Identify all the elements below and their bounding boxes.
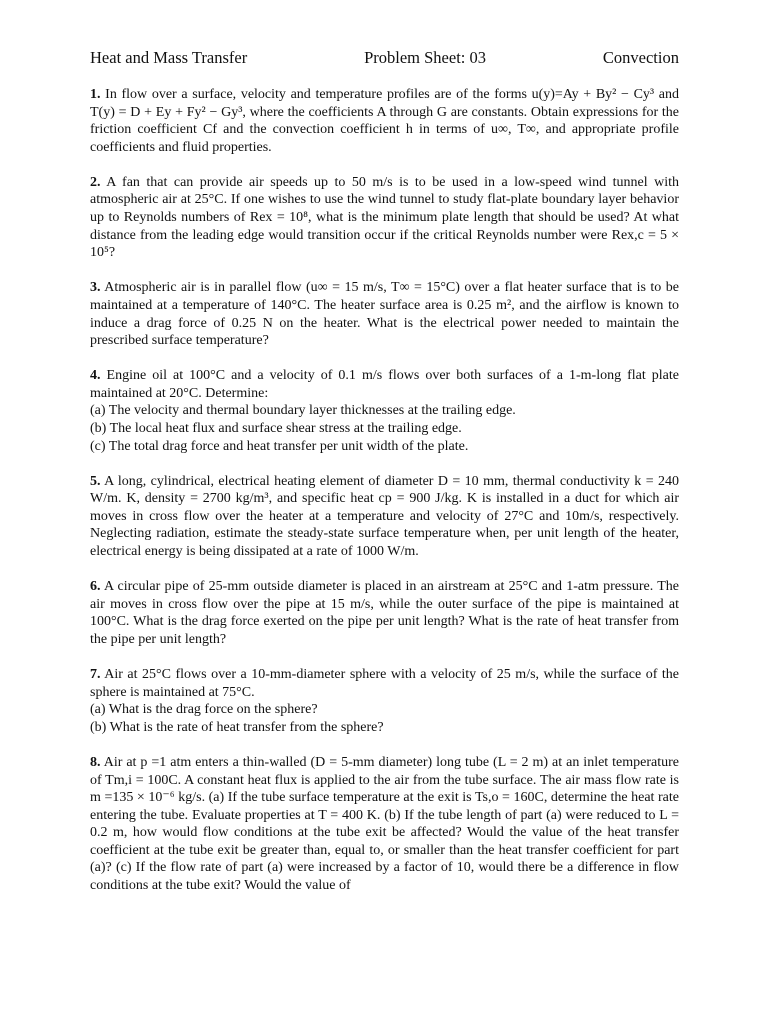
problem-3 xyxy=(90,279,679,349)
problem-number: 4. xyxy=(90,368,101,384)
problem-8 xyxy=(90,754,679,895)
topic-title: Convection xyxy=(602,48,679,67)
problem-number: 3. xyxy=(90,280,101,296)
sub-question-a: (a) The velocity and thermal boundary layer thicknesses at the trailing edge. xyxy=(90,403,516,419)
problem-4 xyxy=(90,367,679,455)
problem-number: 6. xyxy=(90,579,101,595)
sheet-title: Problem Sheet: 03 xyxy=(364,48,486,67)
problem-number: 5. xyxy=(90,473,101,489)
problem-number: 8. xyxy=(90,754,101,770)
sub-question-c: (c) The total drag force and heat transfer per unit width of the plate. xyxy=(90,438,469,454)
page-header xyxy=(90,48,679,68)
course-title: Heat and Mass Transfer xyxy=(90,48,248,67)
problem-text: 3. Atmospheric air is in parallel flow (u∞ = 15 m/s, T∞ = 15°C) over a flat heater surface that is to be maintained at a temperature of 140°C. The heater surface area is 0.25 m², and the airflow is known to induce a drag force of 0.25 N on the heater. What is the electrical power needed to maintain the prescribed surface temperature? xyxy=(90,280,679,349)
problem-5 xyxy=(90,473,679,561)
problem-text: 6. A circular pipe of 25-mm outside diameter is placed in an airstream at 25°C and 1-atm pressure. The air moves in cross flow over the pipe at 15 m/s, while the outer surface of the pipe is maintained at 100°C. What is the drag force exerted on the pipe per unit length? What is the rate of heat transfer from the pipe per unit length? xyxy=(90,579,679,647)
sub-question-a: (a) What is the drag force on the sphere? xyxy=(90,702,318,718)
problem-2 xyxy=(90,174,679,262)
problem-text: 7. Air at 25°C flows over a 10-mm-diameter sphere with a velocity of 25 m/s, while the surface of the sphere is maintained at 75°C. xyxy=(90,667,679,700)
problem-7 xyxy=(90,666,679,736)
problem-text: 5. A long, cylindrical, electrical heating element of diameter D = 10 mm, thermal conductivity k = 240 W/m. K, density = 2700 kg/m³, and specific heat cp = 900 J/kg. K is installed in a duct for which air moves in cross flow over the heater at a temperature and velocity of 27°C and 10m/s, respectively. Neglecting radiation, estimate the steady-state surface temperature when, per unit length of the heater, electrical energy is being dissipated at a rate of 1000 W/m. xyxy=(90,473,679,560)
problem-text: 2. A fan that can provide air speeds up to 50 m/s is to be used in a low-speed wind tunnel with atmospheric air at 25°C. If one wishes to use the wind tunnel to study flat-plate boundary layer behavior up to Reynolds numbers of Rex = 10⁸, what is the minimum plate length that should be used? At what distance from the leading edge would transition occur if the critical Reynolds number were Rex,c = 5 × 10⁵? xyxy=(90,174,679,261)
problem-6 xyxy=(90,578,679,648)
problem-1 xyxy=(90,86,679,156)
problem-text: 8. Air at p =1 atm enters a thin-walled (D = 5-mm diameter) long tube (L = 2 m) at an inlet temperature of Tm,i = 100C. A constant heat flux is applied to the air from the tube surface. The air mass flow rate is m =135 × 10⁻⁶ kg/s. (a) If the tube surface temperature at the exit is Ts,o = 160C, determine the heat rate entering the tube. Evaluate properties at T = 400 K. (b) If the tube length of part (a) were reduced to L = 0.2 m, how would flow conditions at the tube exit be affected? Would the value of the heat transfer coefficient at the tube exit be greater than, equal to, or smaller than the heat transfer coefficient for part (a)? (c) If the flow rate of part (a) were increased by a factor of 10, would there be a difference in flow conditions at the tube exit? Would the value of xyxy=(90,754,679,894)
sub-question-b: (b) The local heat flux and surface shear stress at the trailing edge. xyxy=(90,421,462,436)
problem-number: 1. xyxy=(90,87,101,102)
sub-question-b: (b) What is the rate of heat transfer from the sphere? xyxy=(90,719,384,735)
problem-number: 2. xyxy=(90,174,101,190)
problem-text: 4. Engine oil at 100°C and a velocity of 0.1 m/s flows over both surfaces of a 1-m-long flat plate maintained at 20°C. Determine: xyxy=(90,368,680,401)
problem-number: 7. xyxy=(90,667,101,683)
problem-text: 1. In flow over a surface, velocity and temperature profiles are of the forms u(y)=Ay + By² − Cy³ and T(y) = D + Ey + Fy² − Gy³, where the coefficients A through G are constants. Obtain expressions for the friction coefficient Cf and the convection coefficient h in terms of u∞, T∞, and appropriate profile coefficients and fluid properties. xyxy=(90,87,680,155)
